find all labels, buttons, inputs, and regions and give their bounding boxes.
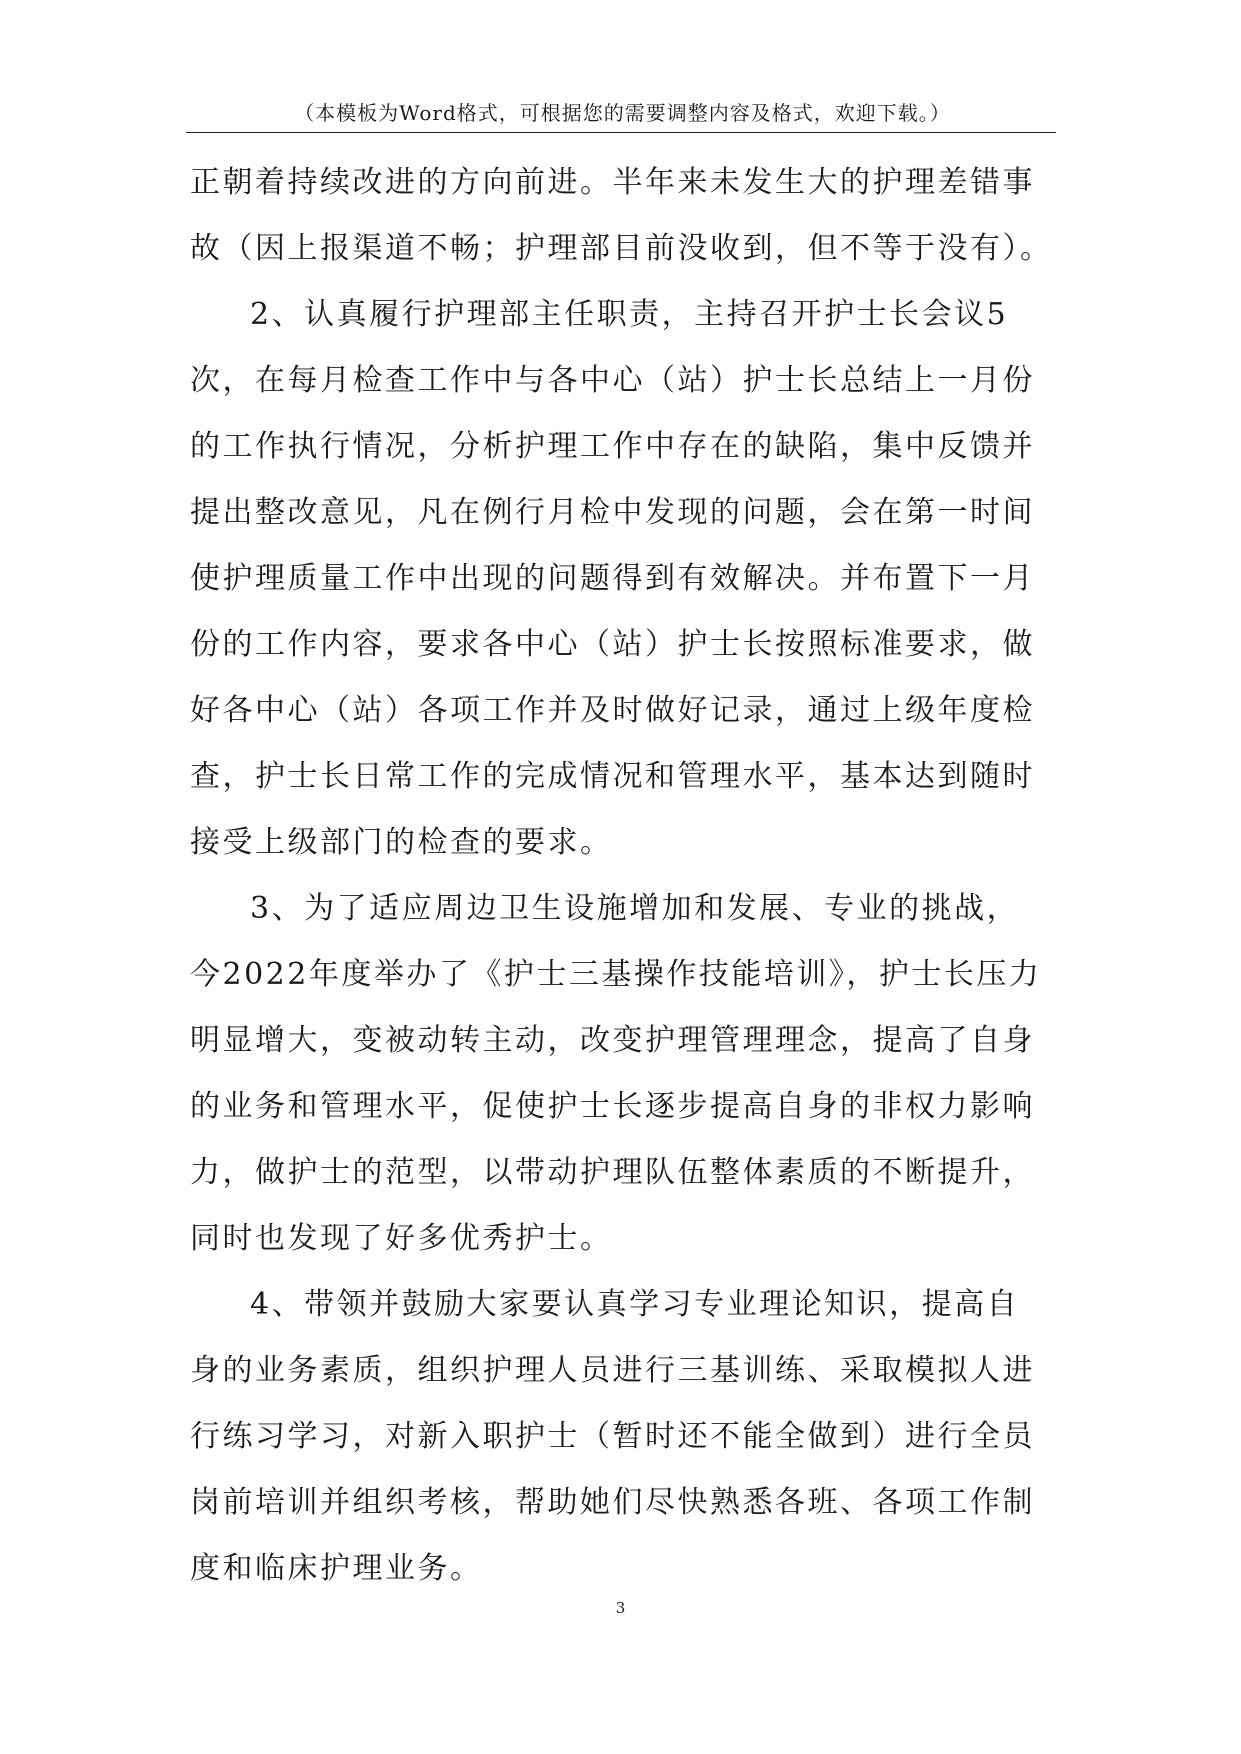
- document-body: [190, 150, 1070, 1602]
- paragraph-3-first-line: 3、为了适应周边卫生设施增加和发展、专业的挑战，: [250, 891, 1020, 926]
- body-line: 度和临床护理业务。: [190, 1551, 483, 1586]
- body-line: 岗前培训并组织考核，帮助她们尽快熟悉各班、各项工作制: [190, 1485, 1035, 1520]
- body-line: 力，做护士的范型，以带动护理队伍整体素质的不断提升，: [190, 1155, 1035, 1190]
- body-line: 提出整改意见，凡在例行月检中发现的问题，会在第一时间: [190, 495, 1035, 530]
- body-line: 次，在每月检查工作中与各中心（站）护士长总结上一月份: [190, 363, 1035, 398]
- body-line: 正朝着持续改进的方向前进。半年来未发生大的护理差错事: [190, 165, 1035, 200]
- body-line: 查，护士长日常工作的完成情况和管理水平，基本达到随时: [190, 759, 1035, 794]
- body-line: 使护理质量工作中出现的问题得到有效解决。并布置下一月: [190, 561, 1035, 596]
- header-divider: [186, 132, 1056, 133]
- paragraph-4-first-line: 4、带领并鼓励大家要认真学习专业理论知识，提高自: [250, 1287, 1020, 1322]
- body-line: 的工作执行情况，分析护理工作中存在的缺陷，集中反馈并: [190, 429, 1035, 464]
- body-line: 的业务和管理水平，促使护士长逐步提高自身的非权力影响: [190, 1089, 1035, 1124]
- body-line: 身的业务素质，组织护理人员进行三基训练、采取模拟人进: [190, 1353, 1035, 1388]
- body-line: 行练习学习，对新入职护士（暂时还不能全做到）进行全员: [190, 1419, 1035, 1454]
- paragraph-2-first-line: 2、认真履行护理部主任职责，主持召开护士长会议5: [250, 297, 1009, 332]
- page-number: 3: [615, 1599, 626, 1617]
- body-line: 接受上级部门的检查的要求。: [190, 825, 613, 860]
- body-line: 同时也发现了好多优秀护士。: [190, 1221, 613, 1256]
- body-line: 好各中心（站）各项工作并及时做好记录，通过上级年度检: [190, 693, 1035, 728]
- template-notice-header: （本模板为Word格式，可根据您的需要调整内容及格式，欢迎下载。）: [294, 101, 951, 125]
- body-line: 份的工作内容，要求各中心（站）护士长按照标准要求，做: [190, 627, 1035, 662]
- body-line: 今2022年度举办了《护士三基操作技能培训》，护士长压力: [190, 957, 1042, 992]
- body-line: 故（因上报渠道不畅；护理部目前没收到，但不等于没有）。: [190, 231, 1053, 266]
- body-line: 明显增大，变被动转主动，改变护理管理理念，提高了自身: [190, 1023, 1035, 1058]
